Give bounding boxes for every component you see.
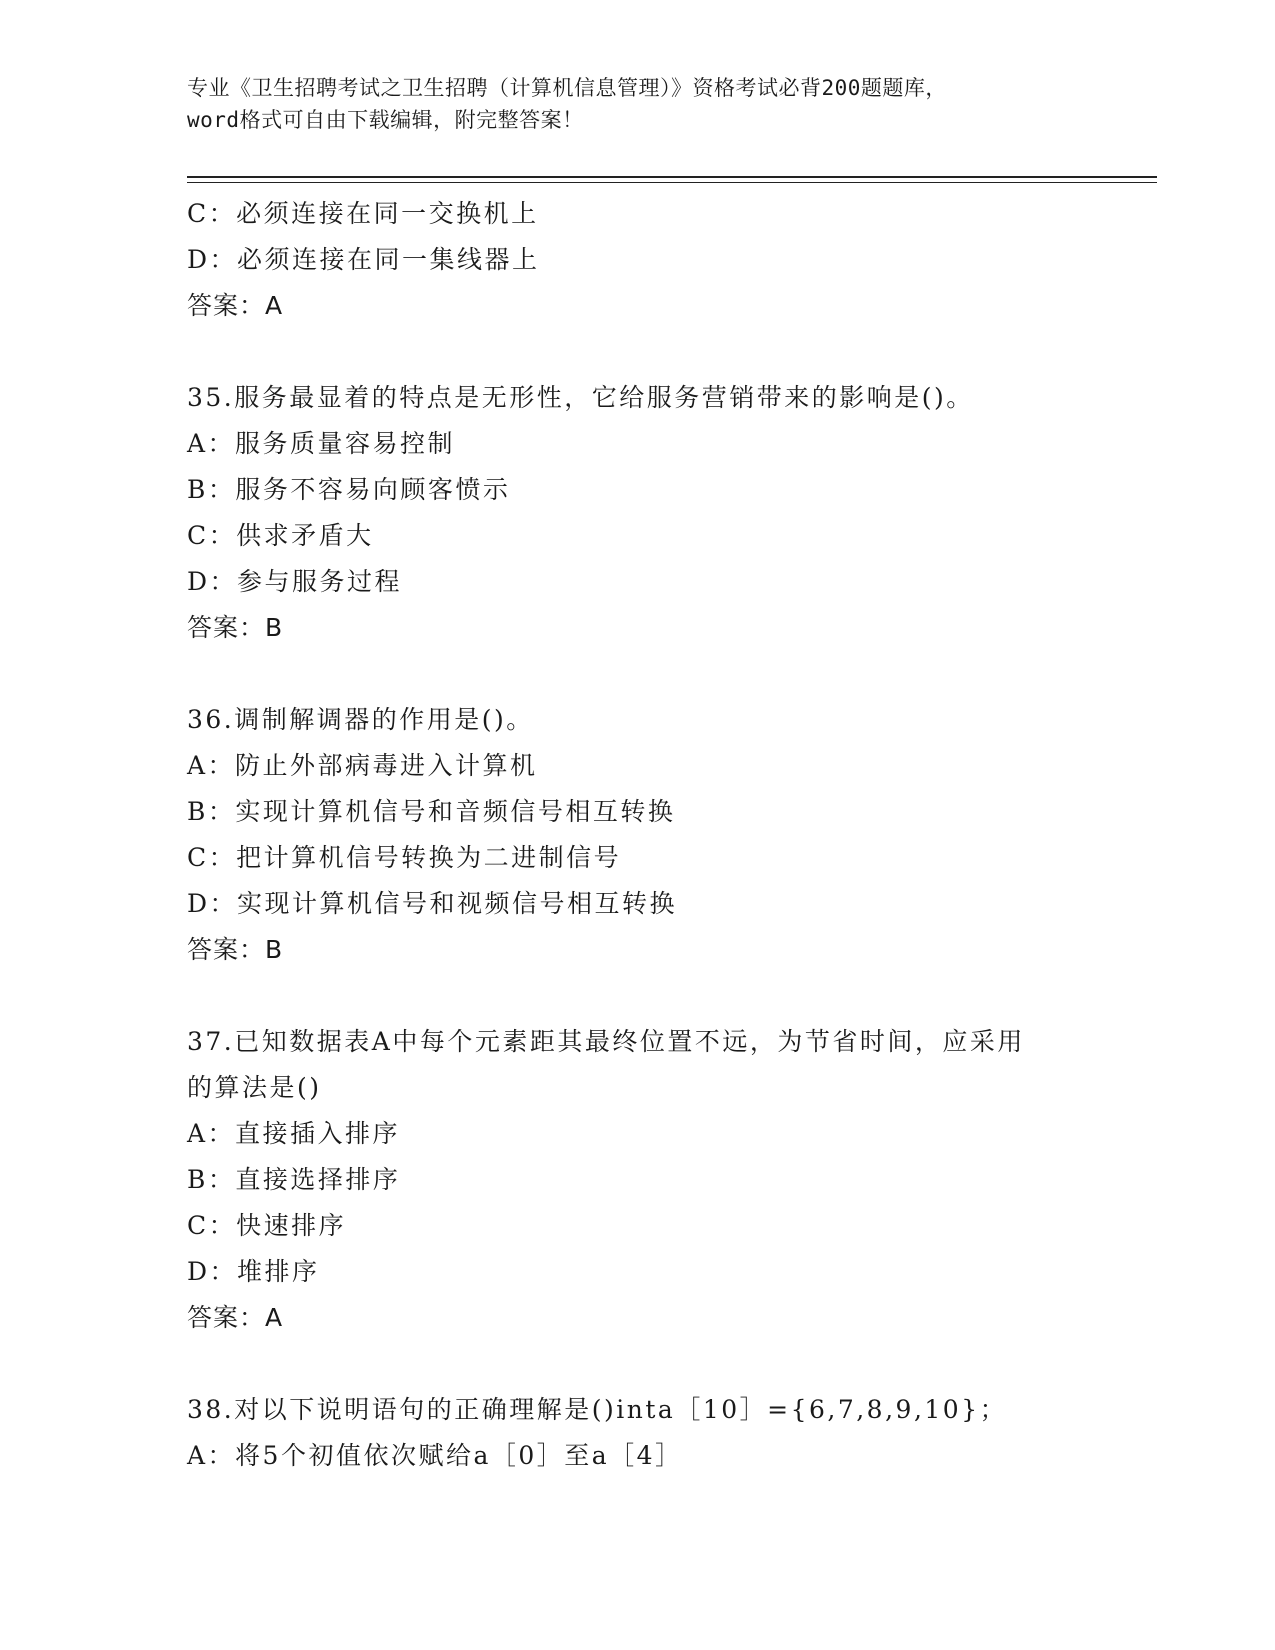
answer-line: 答案：B: [187, 613, 284, 642]
question-stem: 35.服务最显着的特点是无形性，它给服务营销带来的影响是()。: [187, 383, 974, 412]
header-line-2: word格式可自由下载编辑，附完整答案！: [187, 108, 584, 132]
question-block: [187, 697, 1157, 973]
option-c: C：快速排序: [187, 1211, 347, 1240]
question-block: [187, 1019, 1157, 1341]
answer-line: 答案：A: [187, 1303, 284, 1332]
option-c: C：必须连接在同一交换机上: [187, 199, 539, 228]
question-stem: 38.对以下说明语句的正确理解是()inta［10］={6,7,8,9,10}；: [187, 1395, 1008, 1424]
question-block: [187, 191, 1157, 329]
option-b: B：实现计算机信号和音频信号相互转换: [187, 797, 676, 826]
question-stem-continued: 的算法是(): [187, 1073, 322, 1102]
option-a: A：服务质量容易控制: [187, 429, 456, 458]
option-c: C：供求矛盾大: [187, 521, 374, 550]
question-block: [187, 1387, 1157, 1479]
option-a: A：将5个初值依次赋给a［0］至a［4］: [187, 1441, 683, 1470]
option-a: A：直接插入排序: [187, 1119, 401, 1148]
option-b: B：直接选择排序: [187, 1165, 401, 1194]
option-d: D：参与服务过程: [187, 567, 403, 596]
option-d: D：堆排序: [187, 1257, 320, 1286]
option-b: B：服务不容易向顾客愤示: [187, 475, 511, 504]
option-a: A：防止外部病毒进入计算机: [187, 751, 538, 780]
option-d: D：实现计算机信号和视频信号相互转换: [187, 889, 678, 918]
question-block: [187, 375, 1157, 651]
question-stem: 37.已知数据表A中每个元素距其最终位置不远，为节省时间，应采用: [187, 1027, 1025, 1056]
option-c: C：把计算机信号转换为二进制信号: [187, 843, 622, 872]
header-line-1: 专业《卫生招聘考试之卫生招聘（计算机信息管理）》资格考试必背200题题库，: [187, 76, 947, 100]
answer-line: 答案：B: [187, 935, 284, 964]
question-list: [187, 191, 1157, 1479]
answer-line: 答案：A: [187, 291, 284, 320]
header-divider: [187, 176, 1157, 183]
option-d: D：必须连接在同一集线器上: [187, 245, 540, 274]
question-stem: 36.调制解调器的作用是()。: [187, 705, 534, 734]
document-header: [187, 72, 1087, 136]
